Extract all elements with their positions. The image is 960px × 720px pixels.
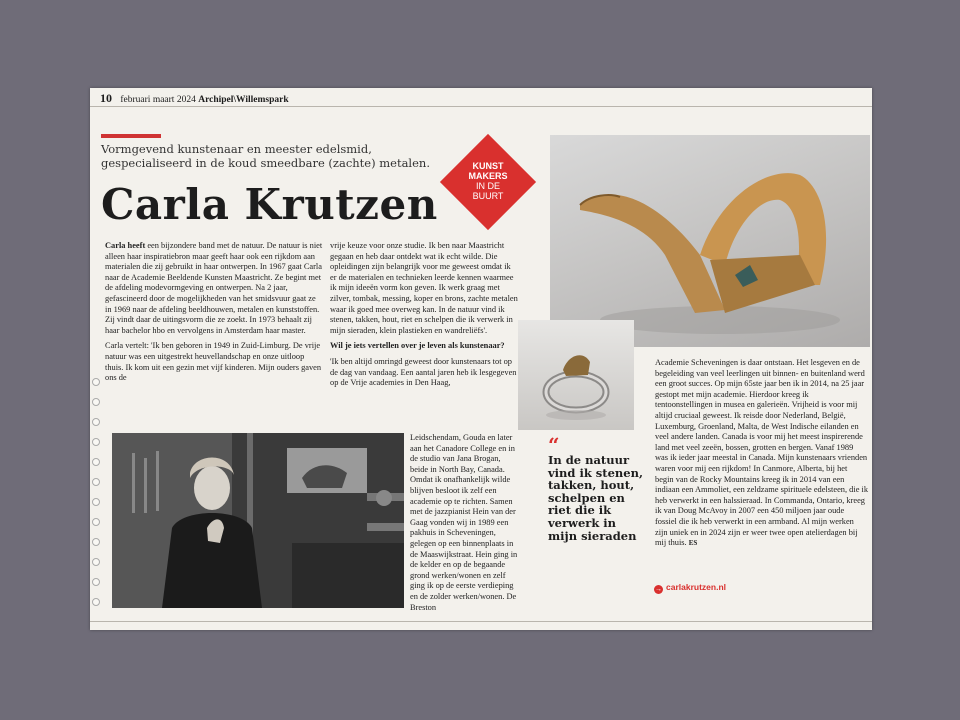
intro-text: Vormgevend kunstenaar en meester edelsmid, gespecialiseerd in de koud smeedbare (zachte) metalen. <box>101 142 430 170</box>
publication-name: Archipel\Willemspark <box>198 95 289 105</box>
col2-paragraph-1: vrije keuze voor onze studie. Ik ben naar Maastricht gegaan en heb daar ontdekt wat ik echt wilde. Die opleidingen zijn belangrijk voor me geweest omdat ik er de materialen en technieken leerde kennen waarmee ik mijn ideeën vorm kon geven. Ik werk graag met zilver, tombak, messing, koper en brons, zachte metalen waar ik goed mee overweg kan. In de natuur vind ik stenen, takken, hout, riet en schelpen die ik verwerk in mijn sieraden, klein plastieken en wandreliëfs'. <box>330 241 518 335</box>
column-4 <box>655 358 868 554</box>
col4-paragraph-1: Academie Scheveningen is daar ontstaan. Het lesgeven en de begeleiding van veel leerlingen uit binnen- en buitenland werd een groot succes. Op mijn 65ste jaar ben ik in 2014, na 25 jaar gestopt met mijn academie. Hierdoor kreeg ik tentoonstellingen in musea en galerieën. Vrijheid is voor mij altijd cruciaal geweest. Ik reisde door Nederland, België, Luxemburg, Groenland, Malta, de West Indische eilanden en veel andere landen. Canada is voor mij het meest inspirerende land met veel zeeën, bossen, grotten en bergen. Vanaf 1989 was ik ieder jaar meestal in Canada. Mijn kunstenaars vrienden waren voor mij een rijkdom! In Canmore, Alberta, bij het begin van de Rocky Mountains kreeg ik in 2014 van een indiaan een Ammoliet, een zeldzame spirituele edelsteen, die ik heb verwerkt in een halssieraad. In Commanda, Ontario, kreeg ik van Doug McAvoy in 2007 een 450 miljoen jaar oude fossiel die ik heb verwerkt in een armband. Al mijn werken zijn uniek en in 2024 zijn er weer twee open atelierdagen bij mij thuis. <box>655 358 869 548</box>
website-text: carlakrutzen.nl <box>666 582 726 592</box>
author-initials: ES <box>688 539 698 548</box>
column-1 <box>105 241 323 389</box>
header-rule <box>90 106 872 107</box>
badge-line-4: BUURT <box>472 191 504 201</box>
website-link[interactable] <box>654 582 726 594</box>
col3-paragraph-1: Leidschendam, Gouda en later aan het Canadore College en in de studio van Jana Brogan, beide in North Bay, Canada. Omdat ik onafhankelijk wilde blijven besloot ik zelf een academie op te richten. Samen met de jazzpianist Hein van der Gaag vonden wij in 1989 een pakhuis in Scheveningen, gelegen op een binnenplaats in de Maaswijkstraat. Hein ging in de kelder en op de begaande grond werken/wonen en zelf ging ik op de eerste verdieping en de zolder werken/wonen. De Breston <box>410 433 518 612</box>
ring-photo <box>518 320 634 430</box>
binder-holes <box>92 378 100 618</box>
col1-paragraph-1: een bijzondere band met de natuur. De natuur is niet alleen haar inspiratiebron maar geeft haar ook een rijkdom aan materialen die zij gebruikt in haar ontwerpen. In 1967 gaat Carla naar de Academie Beeldende Kunsten Maastricht. Ze begint met de afdeling modevormgeving en ontwerpen. Na 2 jaar, gefascineerd door de mogelijkheden van het smidsvuur gaat ze in 1969 naar de afdeling beeldhouwen, metalen en kunststoffen. Zij vindt daar de uitingsvorm die ze zoekt. In 1973 behaalt zij haar bachelor hbo en vervolgens in Amsterdam haar master. <box>105 241 323 335</box>
column-2 <box>330 241 518 394</box>
issue-date: februari maart 2024 <box>120 95 196 105</box>
column-3 <box>410 433 520 618</box>
col1-paragraph-2: Carla vertelt: 'Ik ben geboren in 1949 in Zuid-Limburg. De vrije natuur was een uitgestrekt heuvellandschap en onze uitloop thuis. Ik kom uit een gezin met vijf kinderen. Mijn ouders gaven ons de <box>105 341 322 383</box>
section-badge <box>440 134 536 230</box>
quote-mark-icon: “ <box>548 433 560 457</box>
badge-line-1: KUNST <box>472 161 504 171</box>
newspaper-page <box>90 88 872 630</box>
artist-portrait-photo <box>112 433 404 608</box>
article-title: Carla Krutzen <box>101 180 438 229</box>
badge-line-2: MAKERS <box>468 171 508 181</box>
footer-rule <box>90 621 872 622</box>
page-header <box>100 91 289 106</box>
lead-in: Carla heeft <box>105 241 146 250</box>
sculpture-photo <box>550 135 870 347</box>
badge-line-3: IN DE <box>475 181 500 191</box>
interview-question: Wil je iets vertellen over je leven als kunstenaar? <box>330 341 505 351</box>
arrow-icon: → <box>655 586 662 593</box>
pull-quote-text: In de natuur vind ik stenen, takken, hout, schelpen en riet die ik verwerk in mijn sieraden <box>548 453 643 543</box>
page-number: 10 <box>100 91 112 105</box>
col2-paragraph-2: 'Ik ben altijd omringd geweest door kunstenaars tot op de dag van vandaag. Een aantal jaren heb ik lesgegeven op de Vrije academies in Den Haag, <box>330 356 517 388</box>
accent-bar <box>101 134 161 138</box>
pull-quote <box>548 433 646 543</box>
